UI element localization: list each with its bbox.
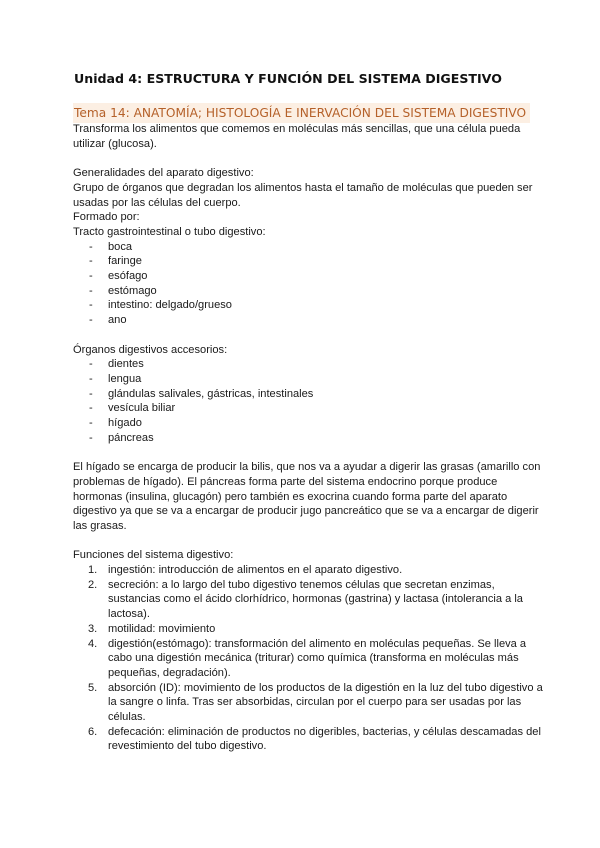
general-paragraph: Grupo de órganos que degradan los alimentos hasta el tamaño de moléculas que pueden ser usadas por las células del cuerpo. bbox=[73, 181, 533, 209]
formed-by-label: Formado por: bbox=[73, 211, 140, 224]
list-text: digestión(estómago): transformación del alimento en moléculas pequeñas. Se lleva a cabo una digestión mecánica (triturar) como química (transforma en moléculas más pequeñas, degradación). bbox=[108, 637, 527, 679]
list-item bbox=[73, 622, 543, 637]
list-number: 4. bbox=[88, 637, 98, 650]
topic-title: Tema 14: ANATOMÍA; HISTOLOGÍA E INERVACIÓN DEL SISTEMA DIGESTIVO bbox=[73, 103, 530, 123]
accessory-list bbox=[73, 357, 543, 445]
list-text: secreción: a lo largo del tubo digestivo tenemos células que secretan enzimas, sustancias como el ácido clorhídrico, hormonas (gastrina) y lactasa (intolerancia a la lactosa). bbox=[108, 578, 523, 621]
document-body bbox=[73, 122, 543, 754]
functions-list bbox=[73, 563, 543, 754]
list-item: - estómago bbox=[73, 284, 543, 299]
unit-title: Unidad 4: ESTRUCTURA Y FUNCIÓN DEL SISTEMA DIGESTIVO bbox=[74, 71, 502, 86]
list-item bbox=[73, 637, 543, 681]
list-item bbox=[73, 681, 543, 725]
list-item: - boca bbox=[73, 240, 543, 255]
list-item: - dientes bbox=[73, 357, 543, 372]
accessory-heading: Órganos digestivos accesorios: bbox=[73, 343, 228, 356]
list-text: ingestión: introducción de alimentos en el aparato digestivo. bbox=[108, 564, 403, 577]
liver-paragraph: El hígado se encarga de producir la bilis, que nos va a ayudar a digerir las grasas (amarillo con problemas de hígado). El páncreas forma parte del sistema endocrino porque produce hormonas (insulina, glucagón) pero también es exocrina cuando forma parte del aparato digestivo ya que se va a encargar de producir jugo pancreático que se va a encargar de digerir las grasas. bbox=[73, 461, 541, 532]
list-text: defecación: eliminación de productos no digeribles, bacterias, y células descamadas del revestimiento del tubo digestivo. bbox=[108, 725, 541, 753]
list-item: - hígado bbox=[73, 416, 543, 431]
list-item: - intestino: delgado/grueso bbox=[73, 298, 543, 313]
list-item bbox=[73, 563, 543, 578]
list-number: 2. bbox=[88, 578, 98, 591]
list-item bbox=[73, 725, 543, 754]
intro-paragraph: Transforma los alimentos que comemos en moléculas más sencillas, que una célula pueda utilizar (glucosa). bbox=[73, 123, 521, 150]
list-text: motilidad: movimiento bbox=[108, 622, 216, 635]
list-item bbox=[73, 578, 543, 622]
list-text: absorción (ID): movimiento de los productos de la digestión en la luz del tubo digestivo a la sangre o linfa. Tras ser absorbidas, circulan por el cuerpo para ser usadas por las células. bbox=[108, 681, 543, 724]
list-item: - glándulas salivales, gástricas, intestinales bbox=[73, 387, 543, 402]
list-item: - esófago bbox=[73, 269, 543, 284]
list-number: 5. bbox=[88, 681, 98, 694]
list-item: - faringe bbox=[73, 254, 543, 269]
tract-heading: Tracto gastrointestinal o tubo digestivo: bbox=[73, 225, 266, 238]
list-item: - lengua bbox=[73, 372, 543, 387]
list-item: - páncreas bbox=[73, 431, 543, 446]
list-item: - ano bbox=[73, 313, 543, 328]
list-number: 3. bbox=[88, 622, 98, 635]
list-number: 6. bbox=[88, 725, 98, 738]
tract-list bbox=[73, 240, 543, 328]
list-item: - vesícula biliar bbox=[73, 401, 543, 416]
list-number: 1. bbox=[88, 564, 98, 577]
general-heading: Generalidades del aparato digestivo: bbox=[73, 167, 254, 180]
functions-heading: Funciones del sistema digestivo: bbox=[73, 549, 234, 562]
